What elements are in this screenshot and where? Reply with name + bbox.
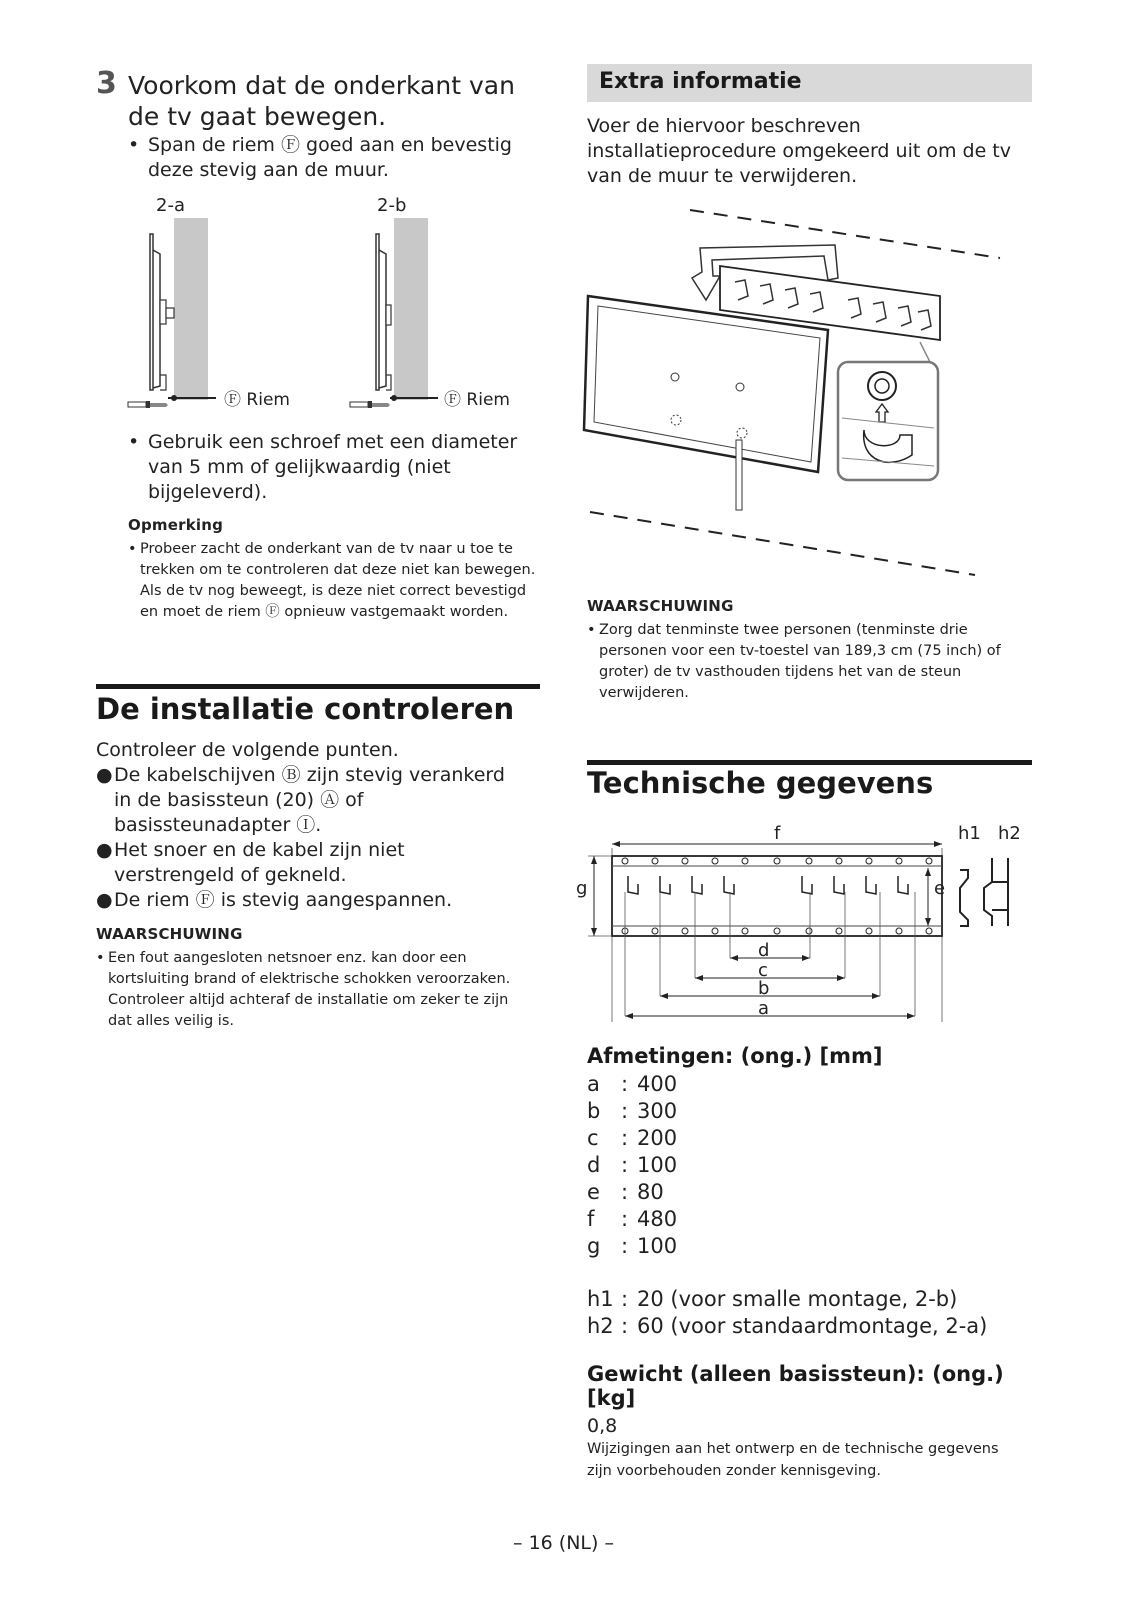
wall-2b <box>394 218 428 400</box>
screw-2a <box>128 401 168 408</box>
step-bullet-2: • Gebruik een schroef met een diameter van 5 mm of gelijkwaardig (niet bijgeleverd). <box>128 430 528 505</box>
weight-heading: Gewicht (alleen basissteun): (ong.) [kg] <box>587 1362 1004 1410</box>
detail-zoom <box>838 362 938 480</box>
check-heading: De installatie controleren <box>96 692 515 726</box>
riem-label-2a: Ⓕ Riem <box>224 390 290 410</box>
check-item: ● De kabelschijven Ⓑ zijn stevig verankerd in de basissteun (20) Ⓐ of basissteunadapter Ⓘ. <box>96 764 505 836</box>
dim-label-a: a <box>758 998 770 1019</box>
profile-h2 <box>984 858 1008 926</box>
bullet-text: Span de riem Ⓕ goed aan en bevestig deze stevig aan de muur. <box>148 134 512 181</box>
dim-label-g: g <box>576 878 588 899</box>
check-intro: Controleer de volgende punten. <box>96 739 399 761</box>
dimensions-block <box>587 1044 1031 1340</box>
dim-row: c : 200 <box>587 1126 678 1150</box>
disclaimer: Wijzigingen aan het ontwerp en de technische gegevens zijn voorbehouden zonder kennisgeving. <box>587 1441 999 1479</box>
dim-label-b: b <box>758 978 770 999</box>
weight-block <box>587 1362 1031 1439</box>
dim-label-c: c <box>758 960 768 981</box>
profile-h1 <box>960 870 968 926</box>
dim-row: h1 : 20 (voor smalle montage, 2-b) <box>587 1287 958 1311</box>
note-block: Opmerking • Probeer zacht de onderkant van de tv naar u toe te trekken om te controleren dat deze niet kan bewegen. Als de tv nog beweegt, is deze niet correct bevestigd en moet de riem Ⓕ opnieuw vastgemaakt worden. <box>128 516 538 623</box>
dimension-diagram <box>576 822 1032 1044</box>
step-title: Voorkom dat de onderkant van de tv gaat bewegen. <box>128 71 515 131</box>
dim-row: h2 : 60 (voor standaardmontage, 2-a) <box>587 1314 988 1338</box>
dim-label-h1: h1 <box>958 823 981 844</box>
dim-row: e : 80 <box>587 1180 664 1204</box>
extra-info-heading: Extra informatie <box>599 69 802 94</box>
dim-row: b : 300 <box>587 1099 678 1123</box>
note-text: Probeer zacht de onderkant van de tv naar u toe te trekken om te controleren dat deze niet kan bewegen. Als de tv nog beweegt, is deze niet correct bevestigd en moet de riem Ⓕ opnieuw vastgemaakt worden. <box>140 541 536 620</box>
note-heading: Opmerking <box>128 516 224 534</box>
warning-text: Zorg dat tenminste twee personen (tenminste drie personen voor een tv-toestel van 189,3 cm (75 inch) of groter) de tv vasthouden tijdens het van de steun verwijderen. <box>599 622 1001 701</box>
weight-value: 0,8 <box>587 1415 618 1437</box>
extra-info-text: Voer de hiervoor beschreven installatieprocedure omgekeerd uit om de tv van de muur te verwijderen. <box>587 115 1012 187</box>
dim-row: a : 400 <box>587 1072 678 1096</box>
fig-label-2a: 2-a <box>156 195 185 216</box>
check-item: ● De riem Ⓕ is stevig aangespannen. <box>96 889 453 911</box>
warning-heading: WAARSCHUWING <box>587 597 734 615</box>
dim-label-h2: h2 <box>998 823 1021 844</box>
fig-label-2b: 2-b <box>377 195 407 216</box>
tv-panel <box>584 296 828 510</box>
page-number: – 16 (NL) – <box>513 1532 614 1554</box>
step-bullet-1: • Span de riem Ⓕ goed aan en bevestig deze stevig aan de muur. <box>128 133 528 183</box>
dimensions-heading: Afmetingen: (ong.) [mm] <box>587 1044 883 1068</box>
extra-info-header <box>587 64 1032 102</box>
screw-2b <box>350 401 390 408</box>
dim-row: d : 100 <box>587 1153 678 1177</box>
section-divider-tech <box>587 760 1032 765</box>
removal-illustration <box>580 200 1020 585</box>
strap-illustration <box>120 190 540 420</box>
wall-2a <box>174 218 208 400</box>
bracket-front <box>612 856 942 936</box>
check-item: ● Het snoer en de kabel zijn niet verstrengeld of gekneld. <box>96 839 405 886</box>
section-divider-check <box>96 684 540 689</box>
warning-heading: WAARSCHUWING <box>96 925 243 943</box>
tech-heading: Technische gegevens <box>587 766 934 800</box>
extra-warning: WAARSCHUWING • Zorg dat tenminste twee personen (tenminste drie personen voor een tv-toestel van 189,3 cm (75 inch) of groter) de tv vasthouden tijdens het van de steun verwijderen. <box>587 597 1027 704</box>
dim-label-e: e <box>934 878 946 899</box>
check-list <box>96 763 526 913</box>
check-warning: WAARSCHUWING • Een fout aangesloten netsnoer enz. kan door een kortsluiting brand of elektrische schokken veroorzaken. Controleer altijd achteraf de installatie om zeker te zijn dat alles veilig is. <box>96 925 536 1032</box>
step-number: 3 <box>96 66 117 101</box>
bullet-text: Gebruik een schroef met een diameter van 5 mm of gelijkwaardig (niet bijgeleverd). <box>148 431 518 503</box>
dim-label-d: d <box>758 940 770 961</box>
warning-text: Een fout aangesloten netsnoer enz. kan door een kortsluiting brand of elektrische schokken veroorzaken. Controleer altijd achteraf de installatie om zeker te zijn dat alles veilig is. <box>108 950 511 1029</box>
riem-label-2b: Ⓕ Riem <box>444 390 510 410</box>
tv-side-2b <box>376 234 391 390</box>
dim-row: f : 480 <box>587 1207 678 1231</box>
tv-side-2a <box>150 234 174 390</box>
dim-label-f: f <box>774 823 781 844</box>
dim-row: g : 100 <box>587 1234 678 1258</box>
